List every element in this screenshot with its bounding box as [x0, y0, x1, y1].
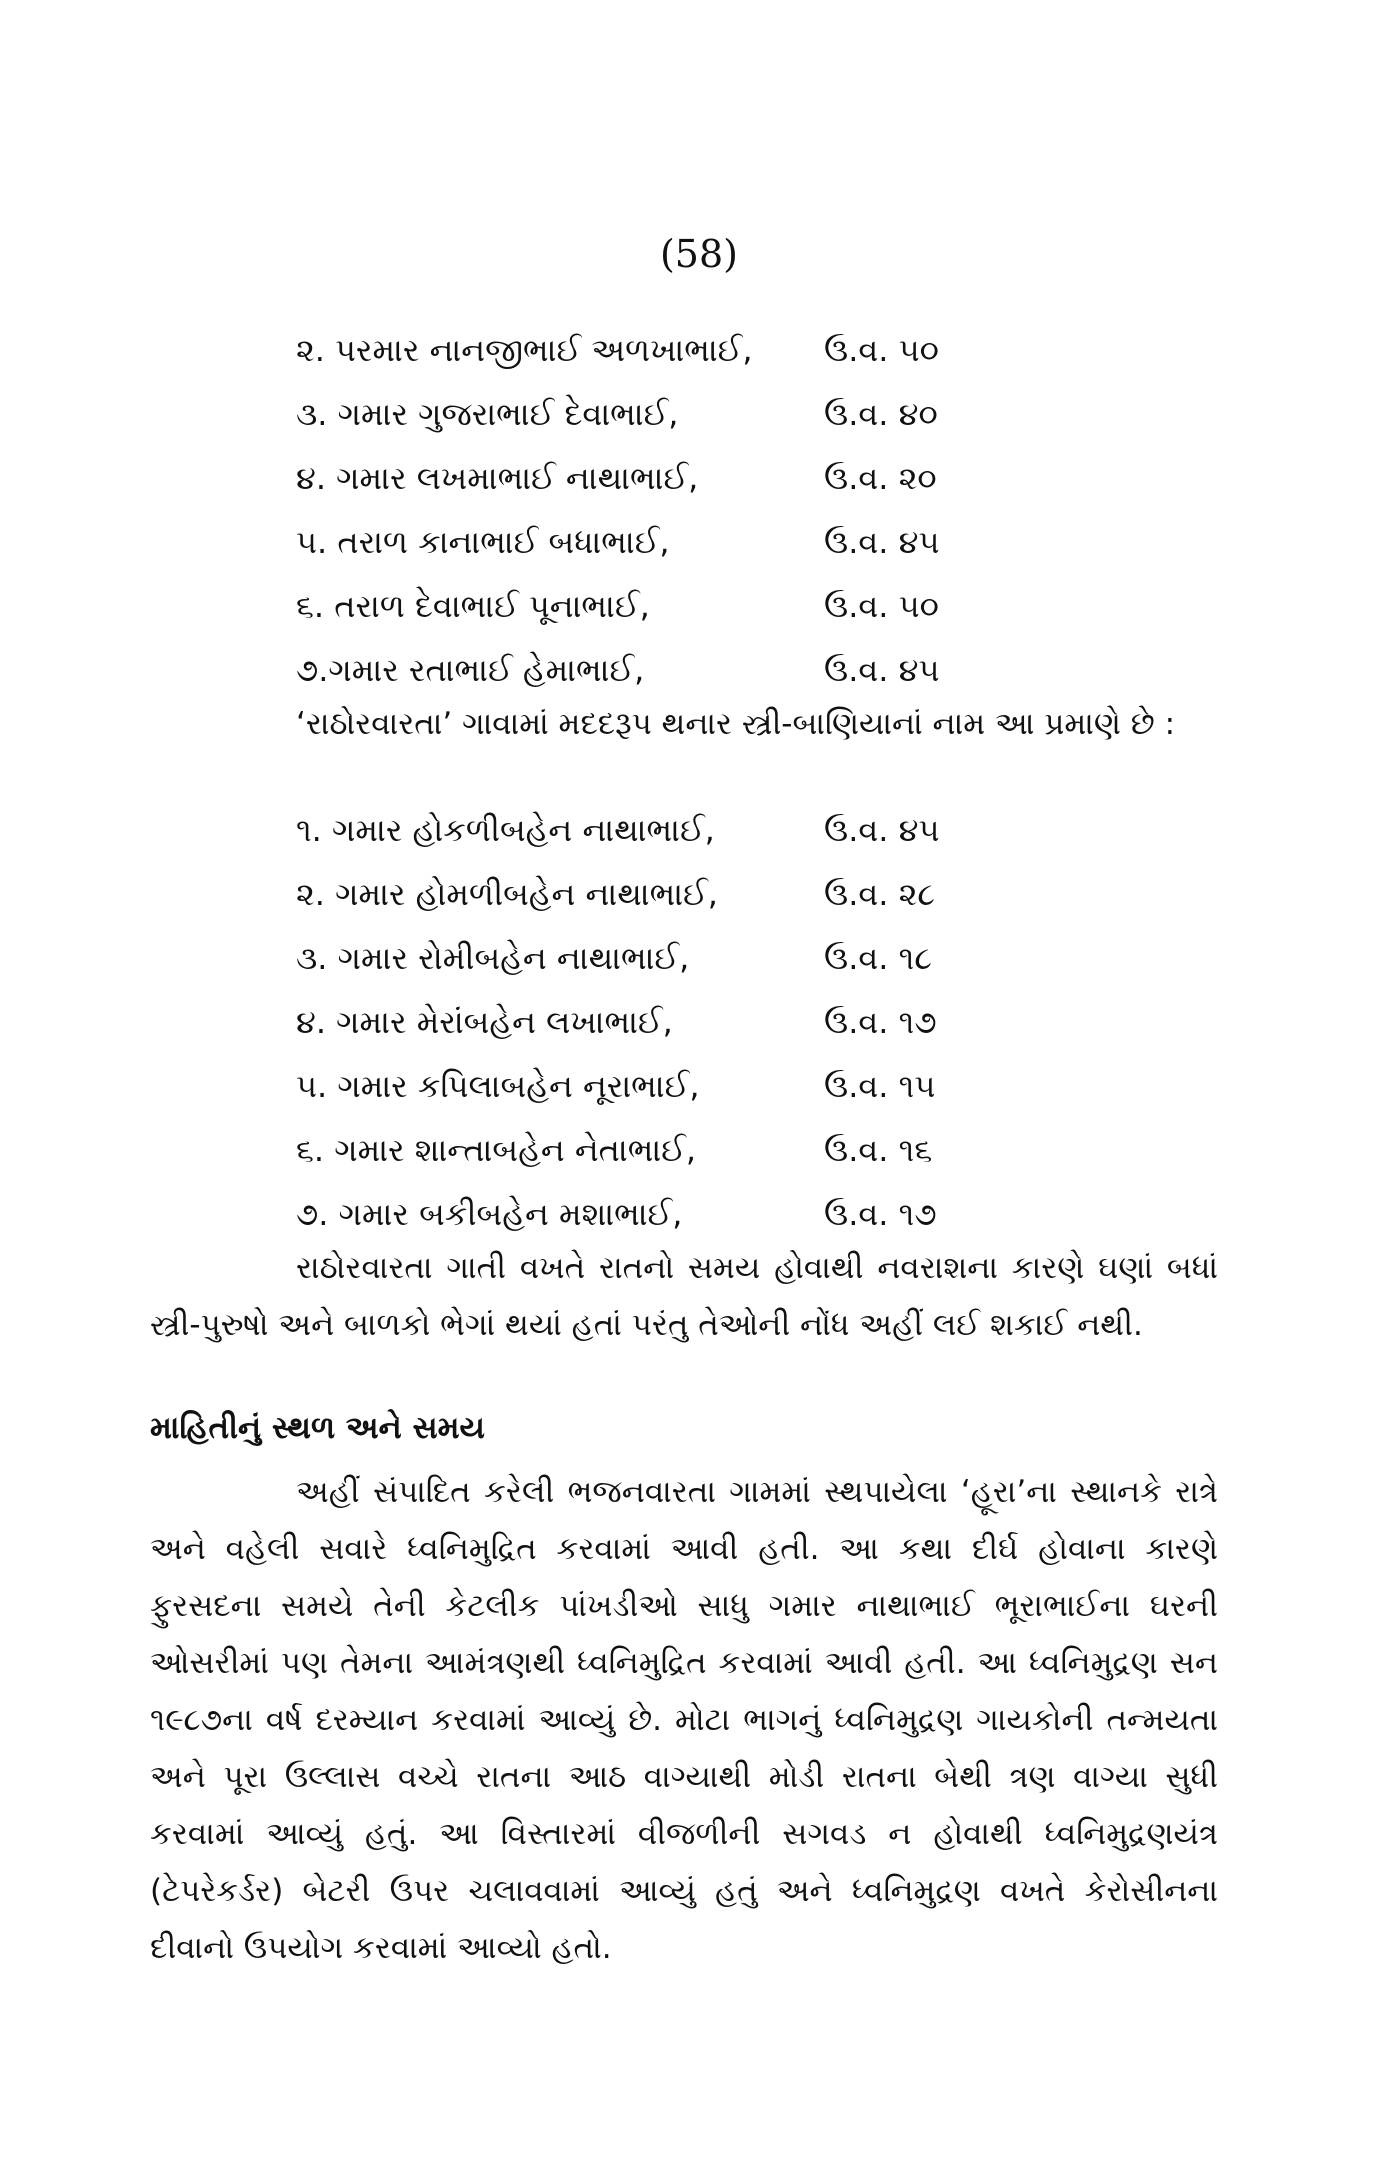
list-item — [296, 1118, 1096, 1182]
list-item — [296, 798, 1096, 862]
singer-name: ૫. તરાળ કાનાભાઈ બધાભાઈ, — [296, 523, 670, 561]
list-item — [296, 318, 1096, 382]
list-item — [296, 926, 1096, 990]
singer-name: ૭. ગમાર બકીબહેન મશાભાઈ, — [296, 1195, 683, 1233]
page-number: (58) — [659, 232, 738, 276]
women-intro-paragraph: ‘રાઠોરવારતા’ ગાવામાં મદદરૂપ થનાર સ્ત્રી-બાણિયાનાં નામ આ પ્રમાણે છે : — [296, 706, 1176, 742]
singer-age: ઉ.વ. ૧૮ — [824, 939, 932, 977]
singer-age: ઉ.વ. ૪૫ — [824, 651, 940, 689]
list-item — [296, 510, 1096, 574]
singer-age: ઉ.વ. ૨૦ — [824, 459, 937, 497]
list-item — [296, 990, 1096, 1054]
singer-name: ૬. તરાળ દેવાભાઈ પૂનાભાઈ, — [296, 587, 650, 625]
singer-name: ૨. ગમાર હોમળીબહેન નાથાભાઈ, — [296, 875, 718, 913]
list-item — [296, 574, 1096, 638]
singer-age: ઉ.વ. ૪૫ — [824, 523, 940, 561]
singer-name: ૨. પરમાર નાનજીભાઈ અળખાભાઈ, — [296, 331, 753, 369]
list-item — [296, 862, 1096, 926]
section-body-paragraph: અહીં સંપાદિત કરેલી ભજનવારતા ગામમાં સ્થપાયેલા ‘હૂરા’ના સ્થાનકે રાત્રે અને વહેલી સવારે ધ્વનિમુદ્રિત કરવામાં આવી હતી. આ કથા દીર્ઘ હોવાના કારણે ફુરસદના સમયે તેની કેટલીક પાંખડીઓ સાધુ ગમાર નાથાભાઈ ભૂરાભાઈના ઘરની ઓસરીમાં પણ તેમના આમંત્રણથી ધ્વનિમુદ્રિત કરવામાં આવી હતી. આ ધ્વનિમુદ્રણ સન ૧૯૮૭ના વર્ષ દરમ્યાન કરવામાં આવ્યું છે. મોટા ભાગનું ધ્વનિમુદ્રણ ગાયકોની તન્મયતા અને પૂરા ઉલ્લાસ વચ્ચે રાતના આઠ વાગ્યાથી મોડી રાતના બેથી ત્રણ વાગ્યા સુધી કરવામાં આવ્યું હતું. આ વિસ્તારમાં વીજળીની સગવડ ન હોવાથી ધ્વનિમુદ્રણયંત્ર (ટેપરેકર્ડર) બેટરી ઉપર ચલાવવામાં આવ્યું હતું અને ધ્વનિમુદ્રણ વખતે કેરોસીનના દીવાનો ઉપયોગ કરવામાં આવ્યો હતો. — [150, 1474, 1218, 1966]
singer-age: ઉ.વ. ૧૫ — [824, 1067, 936, 1105]
singer-age: ઉ.વ. ૨૮ — [824, 875, 936, 913]
night-note-paragraph: રાઠોરવારતા ગાતી વખતે રાતનો સમય હોવાથી નવરાશના કારણે ઘણાં બધાં સ્ત્રી-પુરુષો અને બાળકો ભેગાં થયાં હતાં પરંતુ તેઓની નોંધ અહીં લઈ શકાઈ નથી. — [150, 1250, 1218, 1343]
singer-name: ૧. ગમાર હોકળીબહેન નાથાભાઈ, — [296, 811, 715, 849]
list-item — [296, 638, 1096, 702]
singer-age: ઉ.વ. ૫૦ — [824, 587, 939, 625]
section-heading: માહિતીનું સ્થળ અને સમય — [150, 1410, 485, 1446]
singer-name: ૪. ગમાર મેરાંબહેન લખાભાઈ, — [296, 1003, 673, 1041]
list-item — [296, 446, 1096, 510]
singer-age: ઉ.વ. ૫૦ — [824, 331, 939, 369]
list-item — [296, 1182, 1096, 1246]
singer-name: ૭.ગમાર રતાભાઈ હેમાભાઈ, — [296, 651, 645, 689]
women-singers-list — [296, 798, 1096, 1246]
list-item — [296, 1054, 1096, 1118]
singer-age: ઉ.વ. ૪૫ — [824, 811, 940, 849]
men-singers-list — [296, 318, 1096, 702]
singer-name: ૩. ગમાર રોમીબહેન નાથાભાઈ, — [296, 939, 690, 977]
singer-age: ઉ.વ. ૪૦ — [824, 395, 938, 433]
singer-age: ઉ.વ. ૧૭ — [824, 1003, 937, 1041]
singer-name: ૪. ગમાર લખમાભાઈ નાથાભાઈ, — [296, 459, 699, 497]
singer-name: ૬. ગમાર શાન્તાબહેન નેતાભાઈ, — [296, 1131, 697, 1169]
singer-age: ઉ.વ. ૧૬ — [824, 1131, 933, 1169]
singer-name: ૩. ગમાર ગુજરાભાઈ દેવાભાઈ, — [296, 395, 679, 433]
singer-name: ૫. ગમાર કપિલાબહેન નૂરાભાઈ, — [296, 1067, 700, 1105]
singer-age: ઉ.વ. ૧૭ — [824, 1195, 937, 1233]
list-item — [296, 382, 1096, 446]
